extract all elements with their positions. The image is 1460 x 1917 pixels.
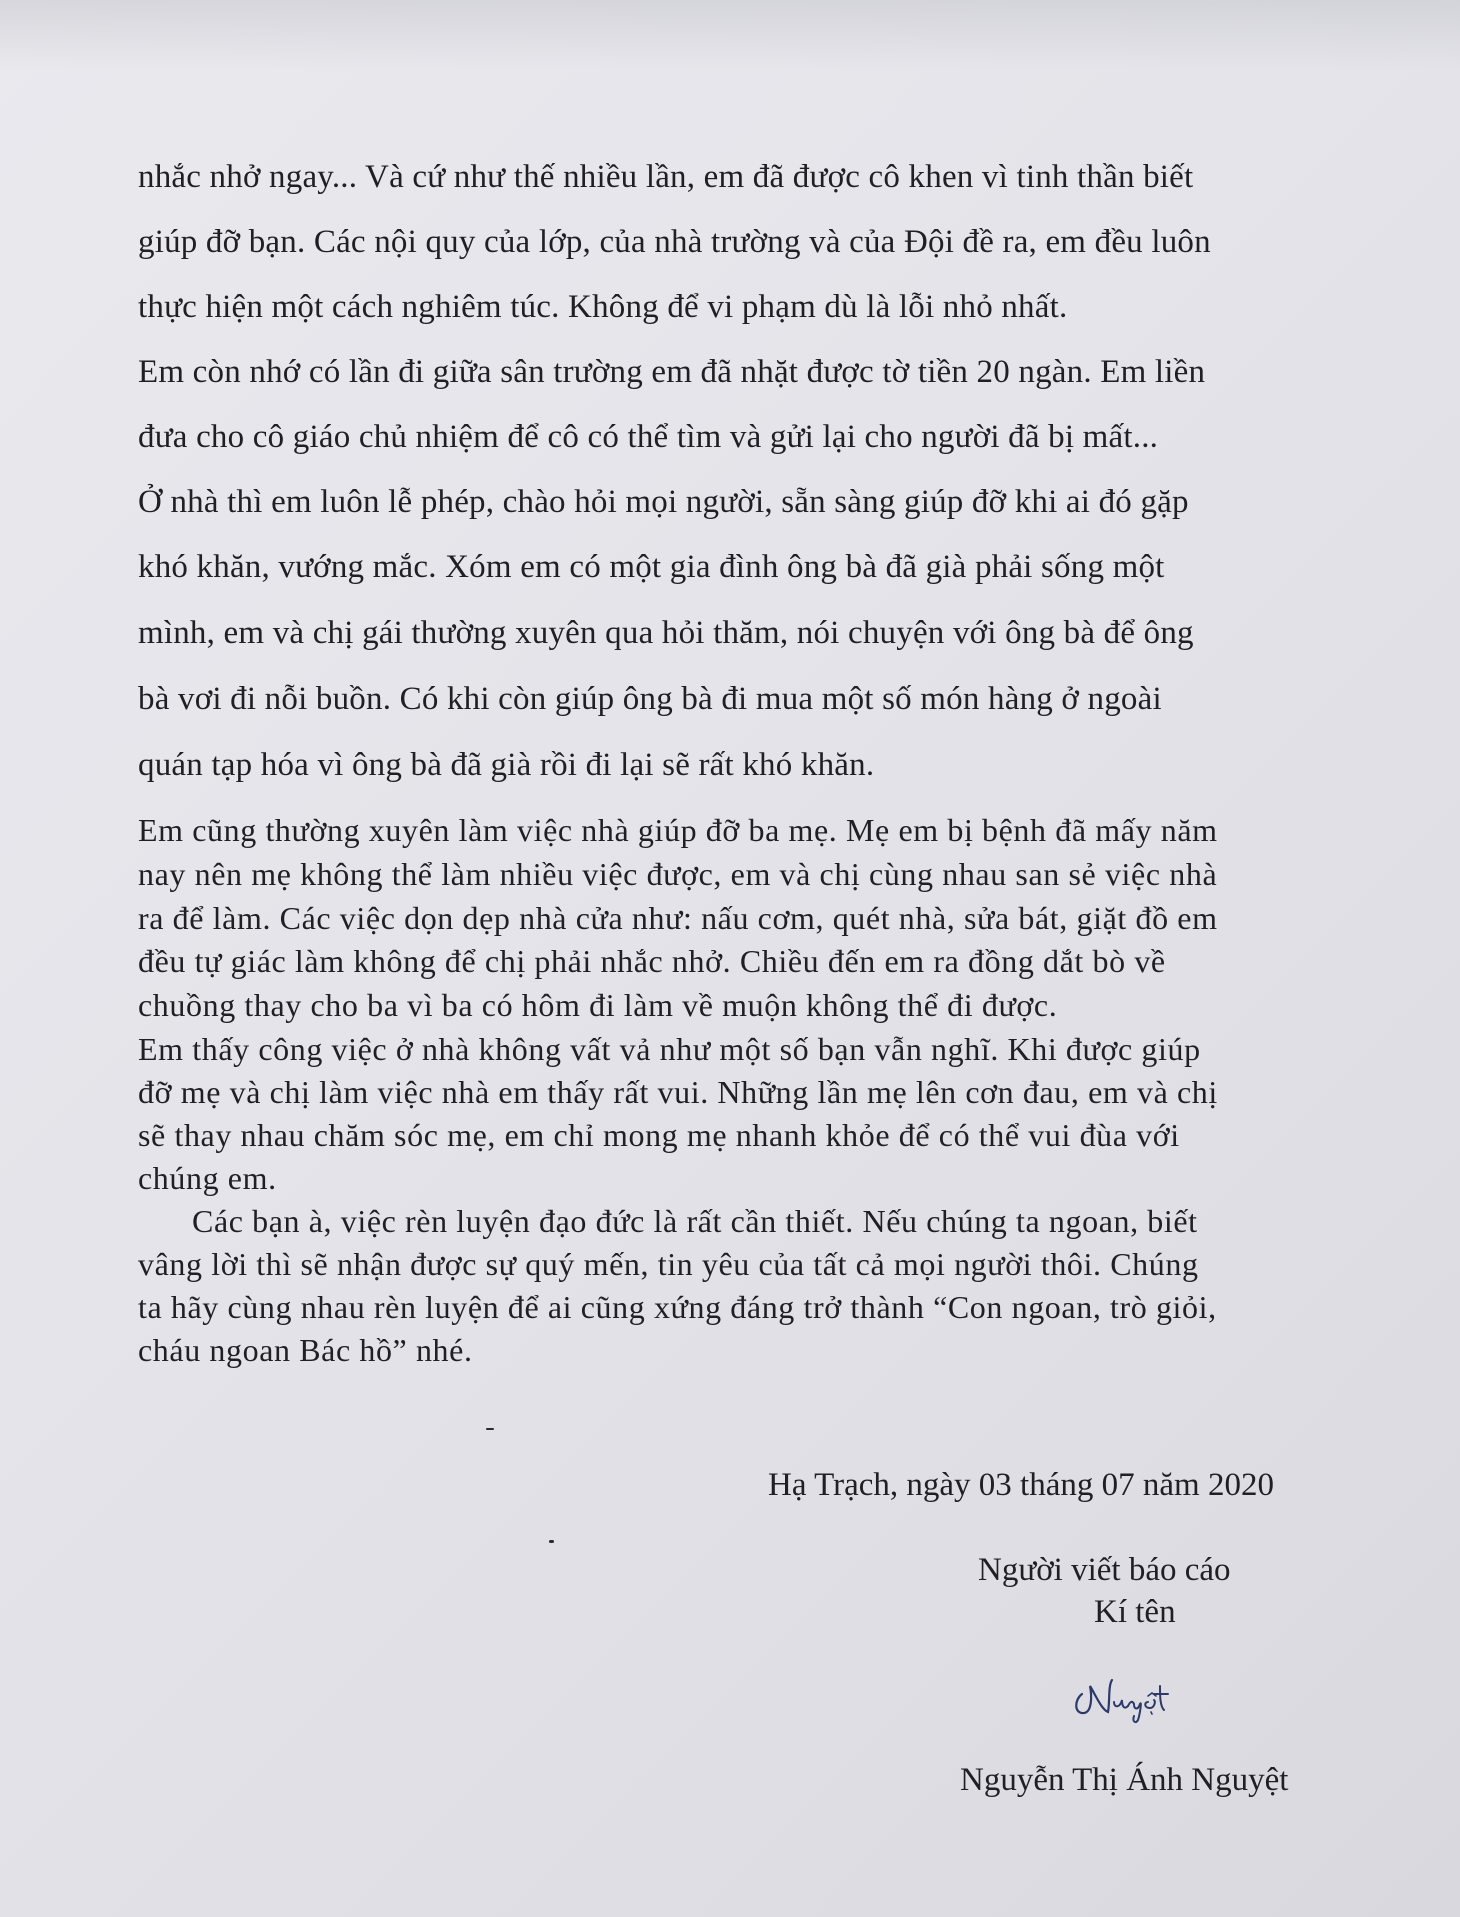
body-line: Em thấy công việc ở nhà không vất vả như một số bạn vẫn nghĩ. Khi được giúp [138, 1031, 1201, 1067]
body-line: sẽ thay nhau chăm sóc mẹ, em chỉ mong mẹ nhanh khỏe để có thể vui đùa với [138, 1117, 1180, 1153]
body-line: khó khăn, vướng mắc. Xóm em có một gia đình ông bà đã già phải sống một [138, 549, 1165, 585]
body-line: chúng em. [138, 1160, 277, 1196]
ink-speck [486, 1428, 494, 1430]
place-date: Hạ Trạch, ngày 03 tháng 07 năm 2020 [768, 1467, 1274, 1503]
body-line: chuồng thay cho ba vì ba có hôm đi làm về muộn không thể đi được. [138, 987, 1058, 1023]
body-line: nhắc nhở ngay... Và cứ như thế nhiều lần, em đã được cô khen vì tinh thần biết [138, 159, 1194, 195]
body-line: mình, em và chị gái thường xuyên qua hỏi thăm, nói chuyện với ông bà để ông [138, 615, 1194, 651]
body-line: Em cũng thường xuyên làm việc nhà giúp đỡ ba mẹ. Mẹ em bị bệnh đã mấy năm [138, 812, 1218, 848]
body-line: Ở nhà thì em luôn lễ phép, chào hỏi mọi người, sẵn sàng giúp đỡ khi ai đó gặp [138, 484, 1189, 520]
body-line: Em còn nhớ có lần đi giữa sân trường em đã nhặt được tờ tiền 20 ngàn. Em liền [138, 354, 1206, 390]
signer-role: Người viết báo cáo [978, 1552, 1231, 1588]
ink-speck [549, 1540, 554, 1543]
body-line: Các bạn à, việc rèn luyện đạo đức là rất cần thiết. Nếu chúng ta ngoan, biết [192, 1203, 1198, 1239]
body-line: ta hãy cùng nhau rèn luyện để ai cũng xứng đáng trở thành “Con ngoan, trò giỏi, [138, 1289, 1217, 1325]
signer-full-name: Nguyễn Thị Ánh Nguyệt [960, 1762, 1289, 1798]
body-line: cháu ngoan Bác hồ” nhé. [138, 1332, 473, 1368]
body-line: vâng lời thì sẽ nhận được sự quý mến, tin yêu của tất cả mọi người thôi. Chúng [138, 1246, 1199, 1282]
body-line: giúp đỡ bạn. Các nội quy của lớp, của nhà trường và của Đội đề ra, em đều luôn [138, 224, 1211, 260]
body-line: đều tự giác làm không để chị phải nhắc nhở. Chiều đến em ra đồng dắt bò về [138, 943, 1166, 979]
page-top-shadow [0, 0, 1460, 70]
handwritten-signature [1068, 1666, 1198, 1726]
body-line: quán tạp hóa vì ông bà đã già rồi đi lại sẽ rất khó khăn. [138, 747, 875, 783]
sign-label: Kí tên [1094, 1594, 1176, 1630]
body-line: nay nên mẹ không thể làm nhiều việc được, em và chị cùng nhau san sẻ việc nhà [138, 856, 1218, 892]
body-line: ra để làm. Các việc dọn dẹp nhà cửa như: nấu cơm, quét nhà, sửa bát, giặt đồ em [138, 900, 1218, 936]
body-line: đỡ mẹ và chị làm việc nhà em thấy rất vui. Những lần mẹ lên cơn đau, em và chị [138, 1074, 1218, 1110]
body-line: đưa cho cô giáo chủ nhiệm để cô có thể tìm và gửi lại cho người đã bị mất... [138, 419, 1159, 455]
body-line: bà vơi đi nỗi buồn. Có khi còn giúp ông bà đi mua một số món hàng ở ngoài [138, 681, 1162, 717]
body-line: thực hiện một cách nghiêm túc. Không để vi phạm dù là lỗi nhỏ nhất. [138, 289, 1068, 325]
